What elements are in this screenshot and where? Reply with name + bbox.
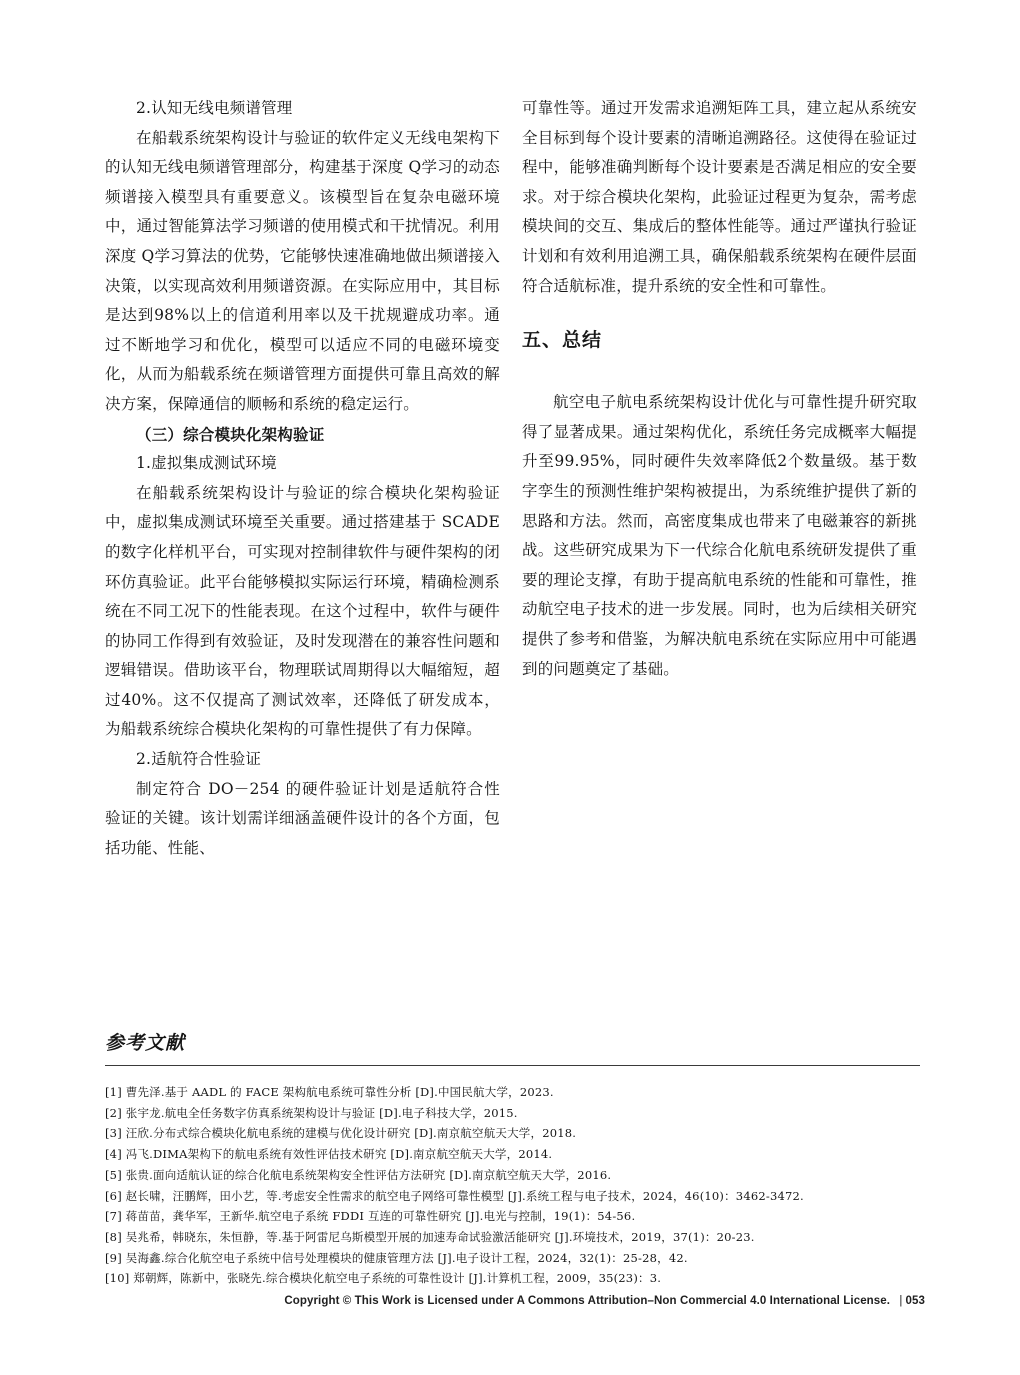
right-column — [522, 94, 917, 863]
body-columns — [105, 94, 917, 863]
paragraph: 航空电子航电系统架构设计优化与可靠性提升研究取得了显著成果。通过架构优化，系统任务完成概率大幅提升至99.95%，同时硬件失效率降低2个数量级。基于数字孪生的预测性维护架构被提出，为系统维护提供了新的思路和方法。然而，高密度集成也带来了电磁兼容的新挑战。这些研究成果为下一代综合化航电系统研发提供了重要的理论支撑，有助于提高航电系统的性能和可靠性，推动航空电子技术的进一步发展。同时，也为后续相关研究提供了参考和借鉴，为解决航电系统在实际应用中可能遇到的问题奠定了基础。 — [522, 393, 917, 678]
reference-item: [9] 吴海鑫.综合化航空电子系统中信号处理模块的健康管理方法 [J].电子设计工程，2024，32(1)：25-28，42. — [105, 1250, 688, 1265]
paragraph: 在船载系统架构设计与验证的综合模块化架构验证中，虚拟集成测试环境至关重要。通过搭建基于 SCADE 的数字化样机平台，可实现对控制律软件与硬件架构的闭环仿真验证。此平台能够模拟实际运行环境，精确检测系统在不同工况下的性能表现。在这个过程中，软件与硬件的协同工作得到有效验证，及时发现潜在的兼容性问题和逻辑错误。借助该平台，物理联试周期得以大幅缩短，超过40%。这不仅提高了测试效率，还降低了研发成本，为船载系统综合模块化架构的可靠性提供了有力保障。 — [105, 483, 500, 739]
reference-item: [7] 蒋苗苗，龚华军，王新华.航空电子系统 FDDI 互连的可靠性研究 [J].电光与控制，19(1)：54-56. — [105, 1209, 636, 1224]
reference-item: [4] 冯飞.DIMA架构下的航电系统有效性评估技术研究 [D].南京航空航天大学，2014. — [105, 1147, 553, 1162]
reference-item: [10] 郑朝辉，陈新中，张晓先.综合模块化航空电子系统的可靠性设计 [J].计算机工程，2009，35(23)：3. — [105, 1271, 662, 1286]
subsection-heading: （三）综合模块化架构验证 — [136, 424, 325, 444]
references-title: 参考文献 — [105, 1032, 186, 1054]
page-footer — [105, 1295, 925, 1307]
reference-item: [5] 张贵.面向适航认证的综合化航电系统架构安全性评估方法研究 [D].南京航空航天大学，2016. — [105, 1167, 612, 1182]
left-column — [105, 94, 500, 863]
paragraph: 制定符合 DO－254 的硬件验证计划是适航符合性验证的关键。该计划需详细涵盖硬件设计的各个方面，包括功能、性能、 — [105, 779, 500, 857]
reference-item: [6] 赵长啸，汪鹏辉，田小艺，等.考虑安全性需求的航空电子网络可靠性模型 [J].系统工程与电子技术，2024，46(10)：3462-3472. — [105, 1188, 804, 1203]
section-heading: 五、总结 — [522, 329, 603, 352]
footer-copyright: Copyright © This Work is Licensed under A Commons Attribution–Non Commercial 4.0 International License. — [284, 1295, 891, 1307]
references-divider — [105, 1065, 920, 1066]
reference-list — [105, 1082, 920, 1289]
reference-item: [2] 张宇龙.航电全任务数字仿真系统架构设计与验证 [D].电子科技大学，2015. — [105, 1105, 518, 1120]
reference-item: [1] 曹先泽.基于 AADL 的 FACE 架构航电系统可靠性分析 [D].中国民航大学，2023. — [105, 1085, 554, 1099]
reference-item: [3] 汪欣.分布式综合模块化航电系统的建模与优化设计研究 [D].南京航空航天大学，2018. — [105, 1126, 577, 1141]
reference-item: [8] 吴兆希，韩晓东，朱恒静，等.基于阿雷尼乌斯模型开展的加速寿命试验激活能研究 [J].环境技术，2019，37(1)：20-23. — [105, 1229, 755, 1244]
paragraph: 可靠性等。通过开发需求追溯矩阵工具，建立起从系统安全目标到每个设计要素的清晰追溯路径。这使得在验证过程中，能够准确判断每个设计要素是否满足相应的安全要求。对于综合模块化架构，此验证过程更为复杂，需考虑模块间的交互、集成后的整体性能等。通过严谨执行验证计划和有效利用追溯工具，确保船载系统架构在硬件层面符合适航标准，提升系统的安全性和可靠性。 — [522, 99, 917, 295]
references-section — [105, 1028, 920, 1289]
numbered-subheading: 1.虚拟集成测试环境 — [136, 454, 277, 473]
numbered-subheading: 2.认知无线电频谱管理 — [136, 99, 293, 117]
footer-page-number: 053 — [905, 1295, 925, 1307]
numbered-subheading: 2.适航符合性验证 — [136, 750, 262, 769]
paragraph: 在船载系统架构设计与验证的软件定义无线电架构下的认知无线电频谱管理部分，构建基于深度 Q学习的动态频谱接入模型具有重要意义。该模型旨在复杂电磁环境中，通过智能算法学习频谱的使用模式和干扰情况。利用深度 Q学习算法的优势，它能够快速准确地做出频谱接入决策，以实现高效利用频谱资源。在实际应用中，其目标是达到98%以上的信道利用率以及干扰规避成功率。通过不断地学习和优化，模型可以适应不同的电磁环境变化，从而为船载系统在频谱管理方面提供可靠且高效的解决方案，保障通信的顺畅和系统的稳定运行。 — [105, 128, 500, 413]
footer-separator: | — [899, 1295, 903, 1307]
